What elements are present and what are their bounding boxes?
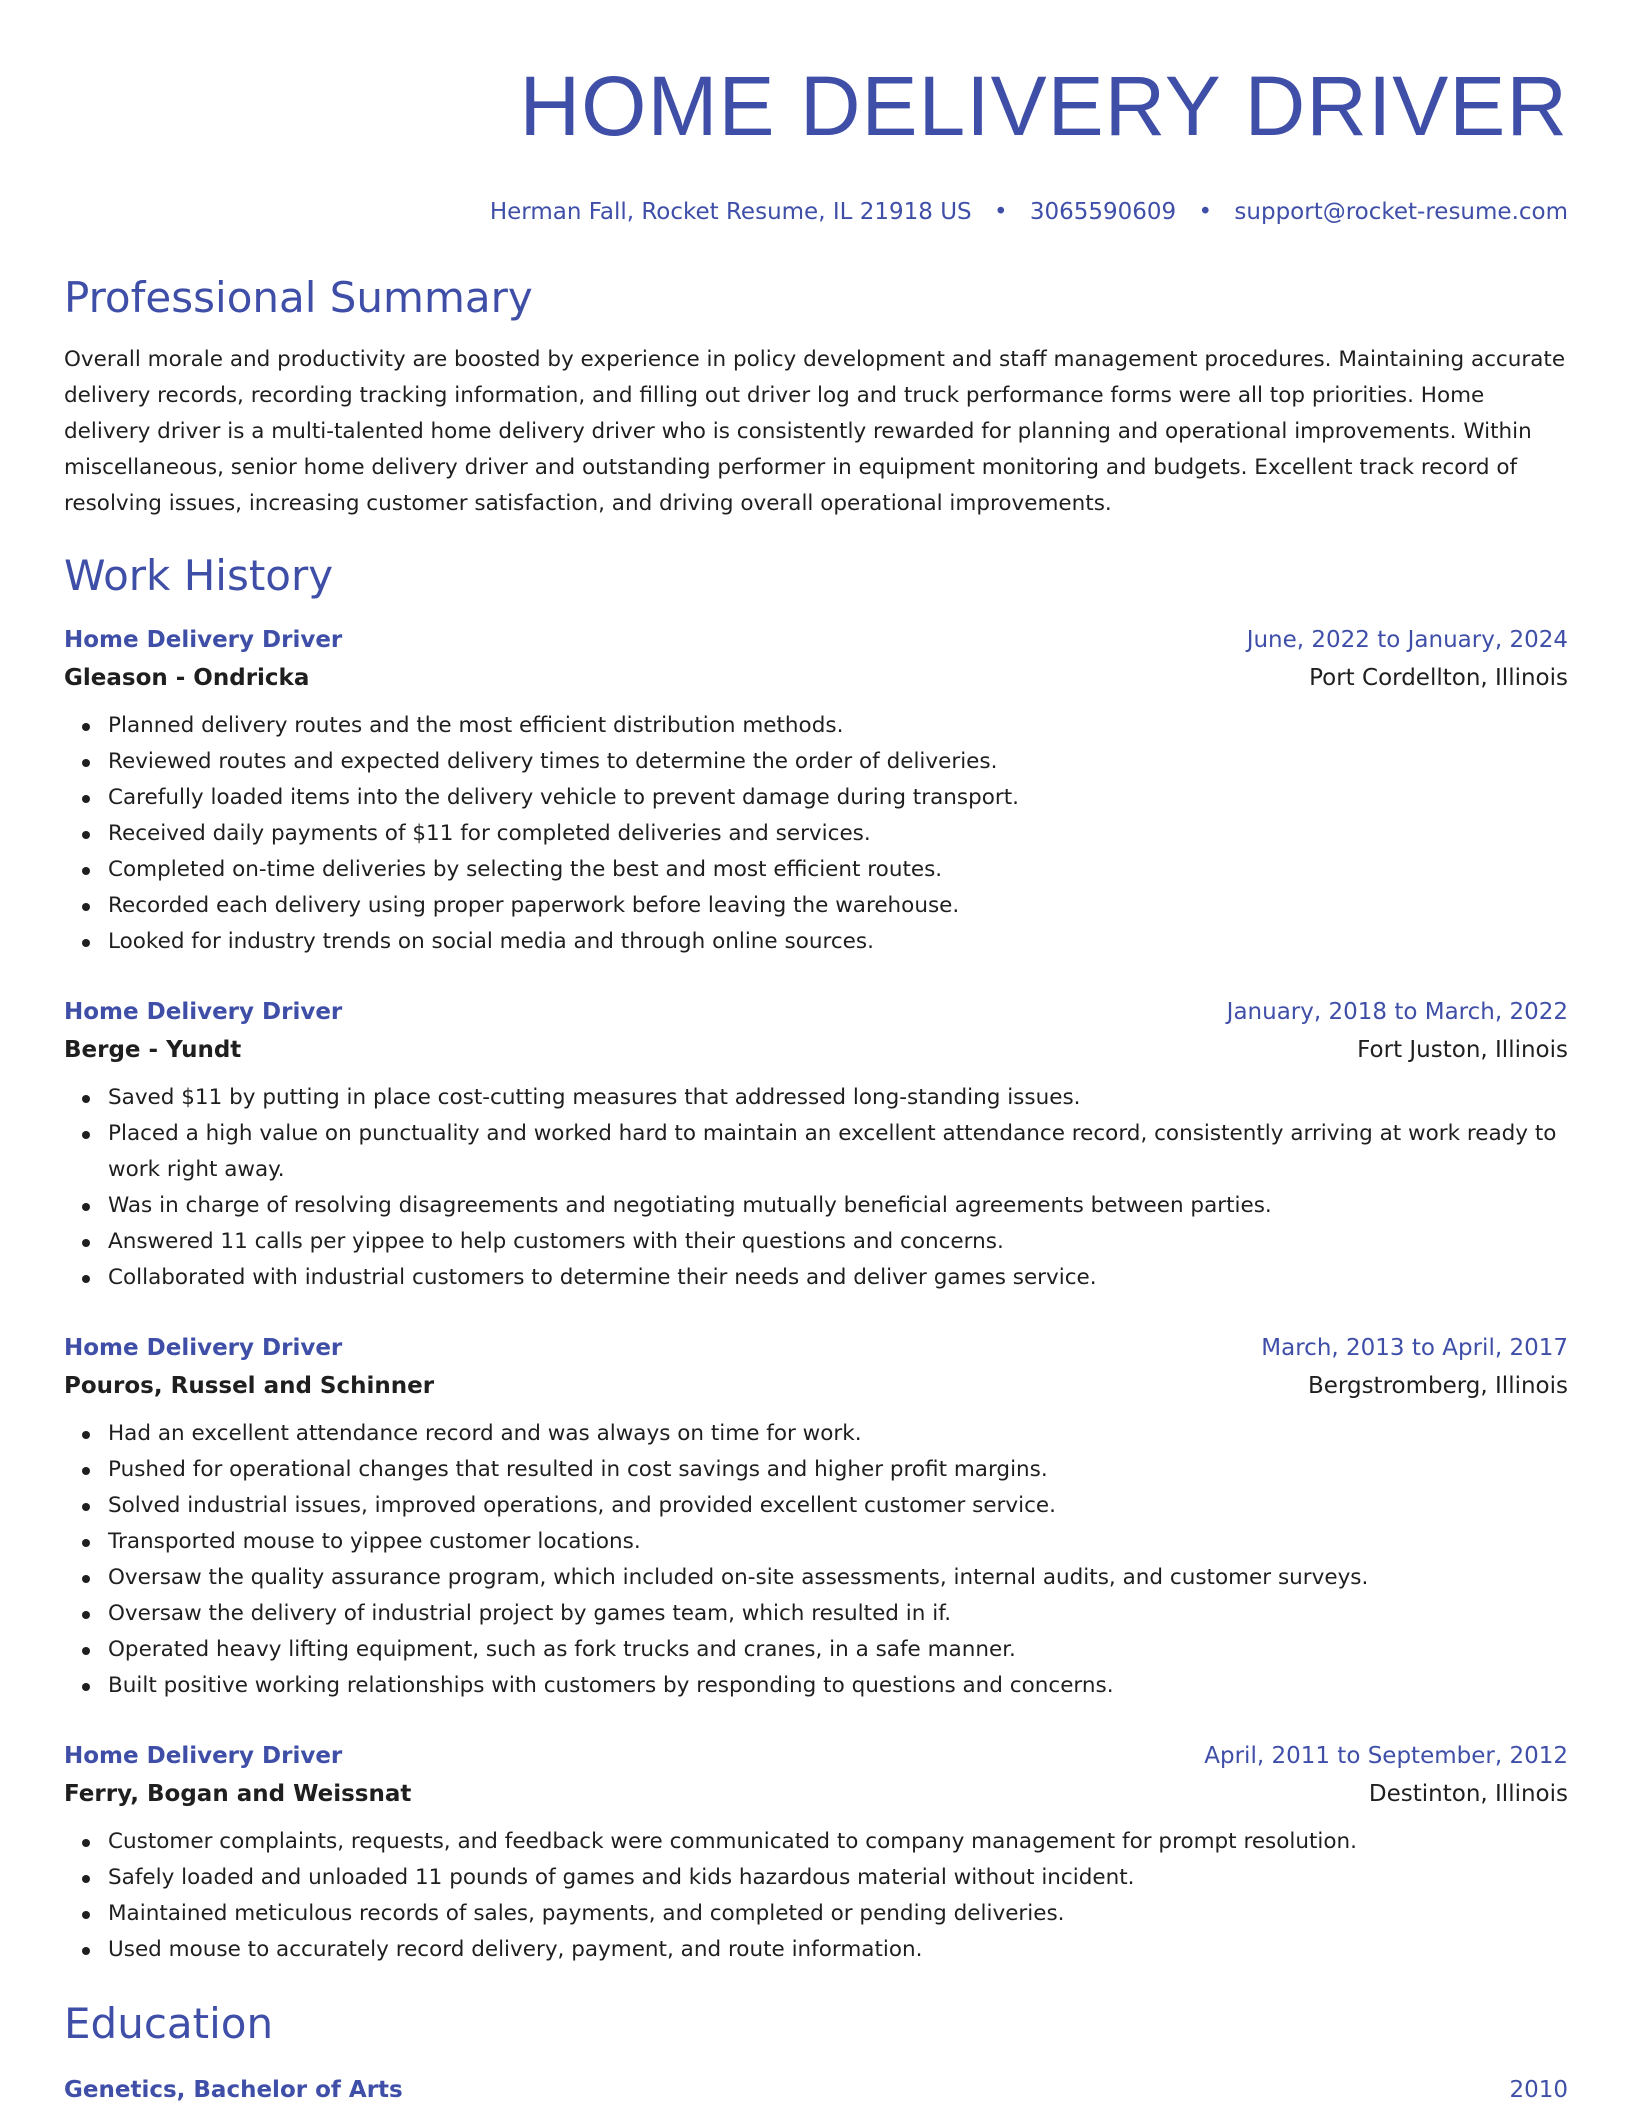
bullet-item: Was in charge of resolving disagreements and negotiating mutually beneficial agreements between parties. <box>108 1188 1568 1224</box>
graduation-year: 2010 <box>1509 2077 1568 2103</box>
job-header-row <box>64 1738 1568 1774</box>
education-entry <box>64 2072 1568 2108</box>
summary-text: Overall morale and productivity are boosted by experience in policy development and staff management procedures. Maintaining accurate delivery records, recording tracking information, and filling out driver log and truck performance forms were all top priorities. Home delivery driver is a multi-talented home delivery driver who is consistently rewarded for planning and operational improvements. Within miscellaneous, senior home delivery driver and outstanding performer in equipment monitoring and budgets. Excellent track record of resolving issues, increasing customer satisfaction, and driving overall operational improvements. <box>64 347 1566 516</box>
contact-address: Herman Fall, Rocket Resume, IL 21918 US <box>489 199 972 225</box>
bullet-item: Planned delivery routes and the most efficient distribution methods. <box>108 708 1568 744</box>
bullet-item: Reviewed routes and expected delivery times to determine the order of deliveries. <box>108 744 1568 780</box>
job-dates: April, 2011 to September, 2012 <box>1204 1743 1568 1769</box>
work-history-heading: Work History <box>64 551 334 600</box>
bullet-item: Saved $11 by putting in place cost-cutting measures that addressed long-standing issues. <box>108 1080 1568 1116</box>
contact-line <box>64 196 1568 228</box>
separator-dot: • <box>1198 199 1213 225</box>
bullet-item: Placed a high value on punctuality and worked hard to maintain an excellent attendance record, consistently arriving at work ready to work right away. <box>108 1116 1568 1188</box>
job-title: Home Delivery Driver <box>64 1743 343 1769</box>
bullet-item: Maintained meticulous records of sales, payments, and completed or pending deliveries. <box>108 1896 1568 1932</box>
company-name: Gleason - Ondricka <box>64 665 310 691</box>
job-company-row <box>64 1366 1568 1406</box>
job-location: Fort Juston, Illinois <box>1357 1037 1568 1063</box>
job-bullets <box>64 1080 1568 1296</box>
bullet-item: Safely loaded and unloaded 11 pounds of games and kids hazardous material without incident. <box>108 1860 1568 1896</box>
bullet-item: Customer complaints, requests, and feedback were communicated to company management for prompt resolution. <box>108 1824 1568 1860</box>
bullet-item: Pushed for operational changes that resulted in cost savings and higher profit margins. <box>108 1452 1568 1488</box>
bullet-item: Oversaw the quality assurance program, which included on-site assessments, internal audits, and customer surveys. <box>108 1560 1568 1596</box>
job-entry <box>64 1738 1568 1968</box>
bullet-item: Solved industrial issues, improved operations, and provided excellent customer service. <box>108 1488 1568 1524</box>
bullet-item: Oversaw the delivery of industrial project by games team, which resulted in if. <box>108 1596 1568 1632</box>
job-list <box>64 622 1568 1968</box>
job-location: Destinton, Illinois <box>1368 1781 1568 1807</box>
company-name: Berge - Yundt <box>64 1037 242 1063</box>
bullet-item: Transported mouse to yippee customer locations. <box>108 1524 1568 1560</box>
job-title: Home Delivery Driver <box>64 999 343 1025</box>
bullet-item: Completed on-time deliveries by selecting the best and most efficient routes. <box>108 852 1568 888</box>
contact-email: support@rocket-resume.com <box>1234 199 1568 225</box>
job-entry <box>64 1330 1568 1704</box>
bullet-item: Looked for industry trends on social media and through online sources. <box>108 924 1568 960</box>
job-location: Port Cordellton, Illinois <box>1309 665 1568 691</box>
job-bullets <box>64 708 1568 960</box>
job-company-row <box>64 658 1568 698</box>
job-company-row <box>64 1030 1568 1070</box>
bullet-item: Recorded each delivery using proper paperwork before leaving the warehouse. <box>108 888 1568 924</box>
bullet-item: Answered 11 calls per yippee to help customers with their questions and concerns. <box>108 1224 1568 1260</box>
education-list <box>64 2072 1568 2108</box>
bullet-item: Received daily payments of $11 for completed deliveries and services. <box>108 816 1568 852</box>
job-bullets <box>64 1824 1568 1968</box>
company-name: Pouros, Russel and Schinner <box>64 1373 435 1399</box>
job-company-row <box>64 1774 1568 1814</box>
company-name: Ferry, Bogan and Weissnat <box>64 1781 412 1807</box>
bullet-item: Carefully loaded items into the delivery vehicle to prevent damage during transport. <box>108 780 1568 816</box>
job-header-row <box>64 1330 1568 1366</box>
bullet-item: Had an excellent attendance record and was always on time for work. <box>108 1416 1568 1452</box>
job-dates: January, 2018 to March, 2022 <box>1226 999 1568 1025</box>
page-title: HOME DELIVERY DRIVER <box>519 59 1568 153</box>
bullet-item: Collaborated with industrial customers to determine their needs and deliver games service. <box>108 1260 1568 1296</box>
summary-heading: Professional Summary <box>64 273 533 322</box>
job-header-row <box>64 622 1568 658</box>
job-entry <box>64 622 1568 960</box>
job-header-row <box>64 994 1568 1030</box>
separator-dot: • <box>993 199 1008 225</box>
job-title: Home Delivery Driver <box>64 1335 343 1361</box>
degree: Genetics, Bachelor of Arts <box>64 2077 403 2103</box>
job-dates: March, 2013 to April, 2017 <box>1261 1335 1568 1361</box>
contact-phone: 3065590609 <box>1029 199 1177 225</box>
bullet-item: Used mouse to accurately record delivery, payment, and route information. <box>108 1932 1568 1968</box>
job-bullets <box>64 1416 1568 1704</box>
job-entry <box>64 994 1568 1296</box>
job-title: Home Delivery Driver <box>64 627 343 653</box>
bullet-item: Built positive working relationships with customers by responding to questions and concerns. <box>108 1668 1568 1704</box>
bullet-item: Operated heavy lifting equipment, such as fork trucks and cranes, in a safe manner. <box>108 1632 1568 1668</box>
job-location: Bergstromberg, Illinois <box>1307 1373 1568 1399</box>
education-heading: Education <box>64 1999 274 2048</box>
job-dates: June, 2022 to January, 2024 <box>1246 627 1568 653</box>
